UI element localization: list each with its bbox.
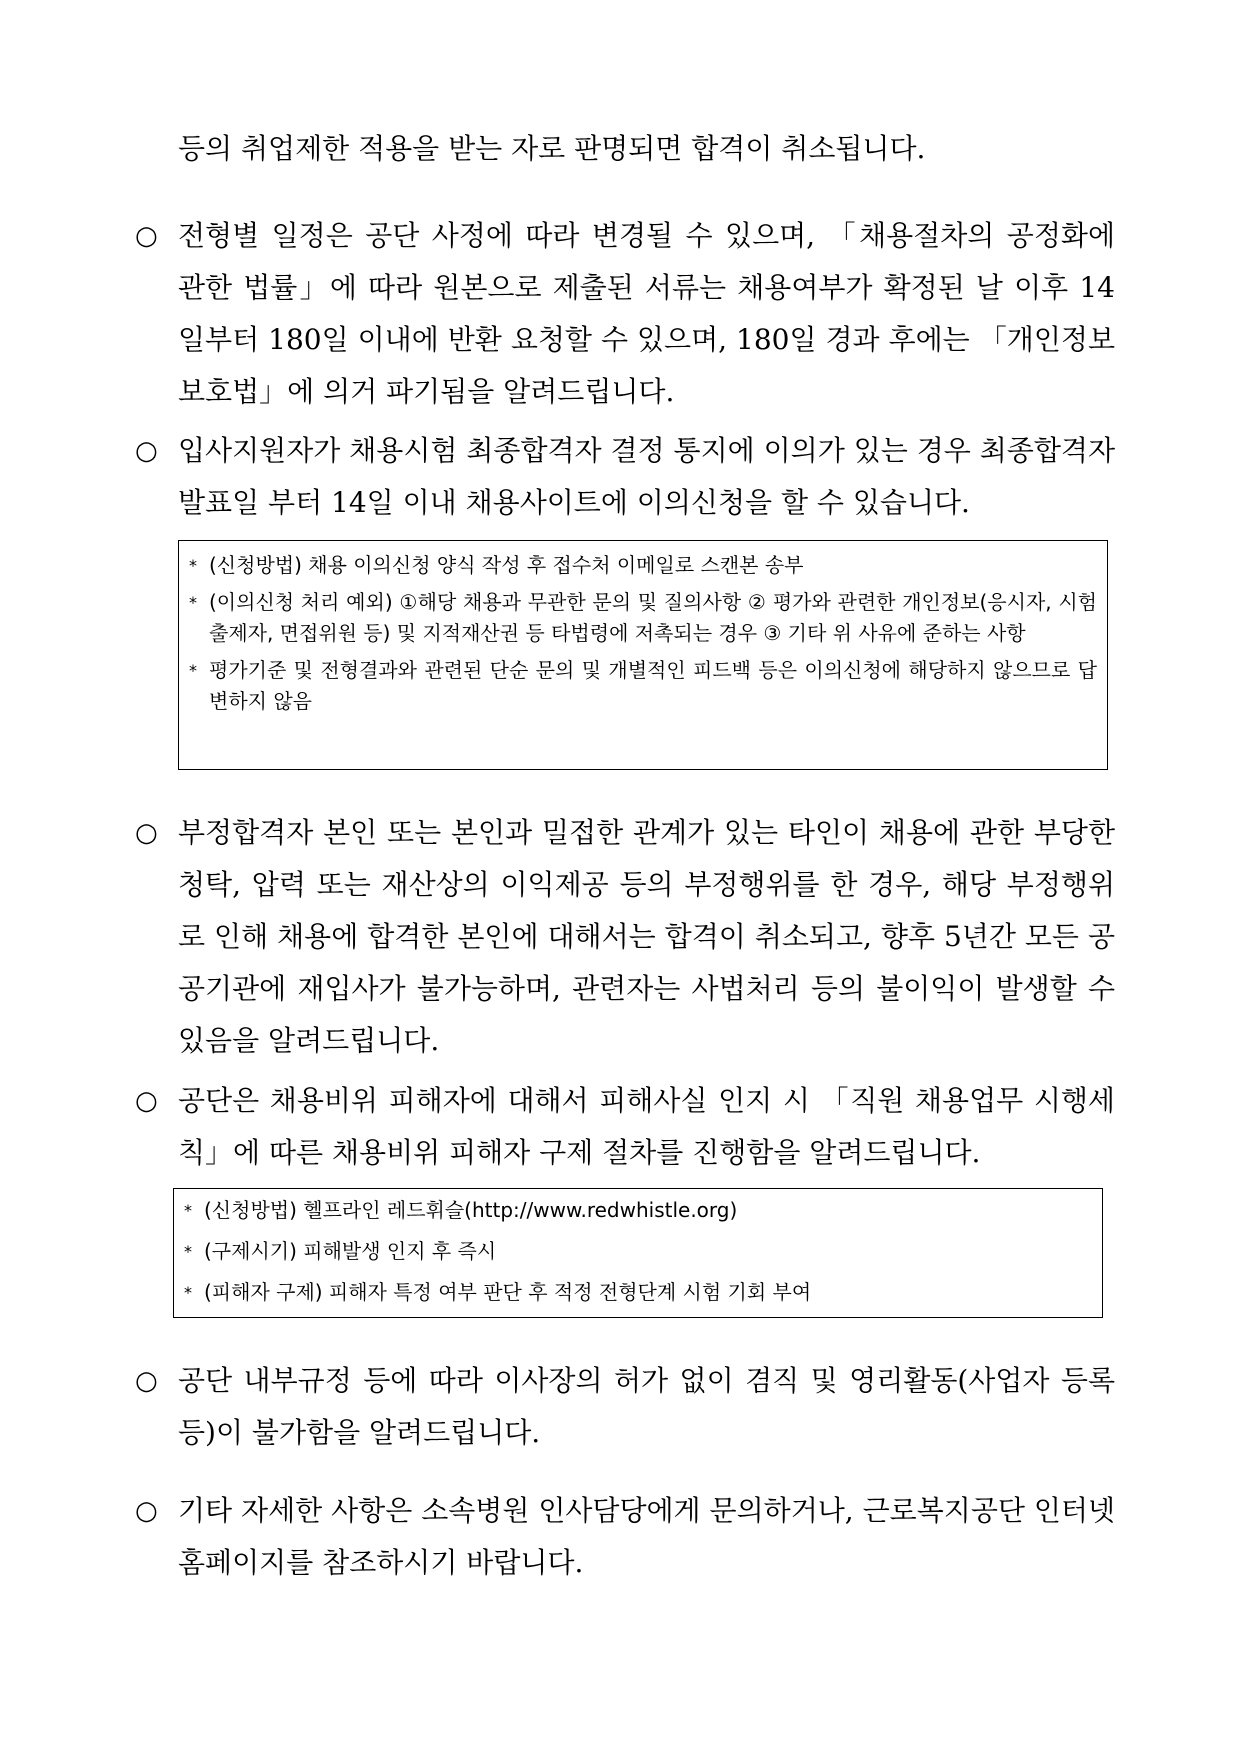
note-item: [184, 1236, 1092, 1267]
asterisk-icon: *: [184, 1283, 192, 1302]
paragraph-victim-relief: [135, 1075, 1115, 1179]
note-item: [189, 587, 1097, 649]
note-text: (이의신청 처리 예외) ①해당 채용과 무관한 문의 및 질의사항 ② 평가와 관련한 개인정보(응시자, 시험출제자, 면접위원 등) 및 지적재산권 등 타법령에 저촉되는 경우 ③ 기타 위 사유에 준하는 사항: [209, 590, 1097, 645]
asterisk-icon: *: [184, 1201, 192, 1220]
intro-text: 등의 취업제한 적용을 받는 자로 판명되면 합격이 취소됩니다.: [178, 132, 926, 165]
paragraph-text: 입사지원자가 채용시험 최종합격자 결정 통지에 이의가 있는 경우 최종합격자 발표일 부터 14일 이내 채용사이트에 이의신청을 할 수 있습니다.: [178, 434, 1115, 519]
objection-note-box: [178, 540, 1108, 770]
continuation-line: [178, 123, 1115, 175]
paragraph-schedule-documents: [135, 210, 1115, 418]
bullet-circle-icon: ○: [135, 221, 158, 251]
paragraph-contact: [135, 1485, 1115, 1589]
bullet-circle-icon: ○: [135, 1086, 158, 1116]
note-text: (구제시기) 피해발생 인지 후 즉시: [204, 1239, 497, 1263]
asterisk-icon: *: [184, 1242, 192, 1261]
paragraph-fraud: [135, 807, 1115, 1067]
note-item: [184, 1277, 1092, 1308]
asterisk-icon: *: [189, 661, 197, 680]
paragraph-text: 공단 내부규정 등에 따라 이사장의 허가 없이 겸직 및 영리활동(사업자 등록 등)이 불가함을 알려드립니다.: [178, 1364, 1115, 1449]
victim-note-box: [173, 1188, 1103, 1318]
paragraph-objection: [135, 425, 1115, 529]
paragraph-text: 공단은 채용비위 피해자에 대해서 피해사실 인지 시 「직원 채용업무 시행세칙」에 따른 채용비위 피해자 구제 절차를 진행함을 알려드립니다.: [178, 1084, 1115, 1169]
note-text: (신청방법) 채용 이의신청 양식 작성 후 접수처 이메일로 스캔본 송부: [209, 553, 804, 577]
bullet-circle-icon: ○: [135, 436, 158, 466]
note-text: 평가기준 및 전형결과와 관련된 단순 문의 및 개별적인 피드백 등은 이의신청에 해당하지 않으므로 답변하지 않음: [209, 658, 1097, 713]
note-text: (신청방법) 헬프라인 레드휘슬(http://www.redwhistle.org): [204, 1198, 738, 1222]
bullet-circle-icon: ○: [135, 1366, 158, 1396]
asterisk-icon: *: [189, 556, 197, 575]
note-item: [189, 655, 1097, 717]
bullet-circle-icon: ○: [135, 1496, 158, 1526]
note-text: (피해자 구제) 피해자 특정 여부 판단 후 적정 전형단계 시험 기회 부여: [204, 1280, 812, 1304]
paragraph-text: 기타 자세한 사항은 소속병원 인사담당에게 문의하거나, 근로복지공단 인터넷 홈페이지를 참조하시기 바랍니다.: [178, 1494, 1115, 1579]
paragraph-side-jobs: [135, 1355, 1115, 1459]
note-item: [184, 1195, 1092, 1226]
bullet-circle-icon: ○: [135, 818, 158, 848]
paragraph-text: 부정합격자 본인 또는 본인과 밀접한 관계가 있는 타인이 채용에 관한 부당한 청탁, 압력 또는 재산상의 이익제공 등의 부정행위를 한 경우, 해당 부정행위로 인해 채용에 합격한 본인에 대해서는 합격이 취소되고, 향후 5년간 모든 공공기관에 재입사가 불가능하며, 관련자는 사법처리 등의 불이익이 발생할 수 있음을 알려드립니다.: [178, 816, 1115, 1057]
note-item: [189, 550, 1097, 581]
asterisk-icon: *: [189, 593, 197, 612]
paragraph-text: 전형별 일정은 공단 사정에 따라 변경될 수 있으며, 「채용절차의 공정화에 관한 법률」에 따라 원본으로 제출된 서류는 채용여부가 확정된 날 이후 14일부터 180일 이내에 반환 요청할 수 있으며, 180일 경과 후에는 「개인정보보호법」에 의거 파기됨을 알려드립니다.: [178, 219, 1115, 408]
